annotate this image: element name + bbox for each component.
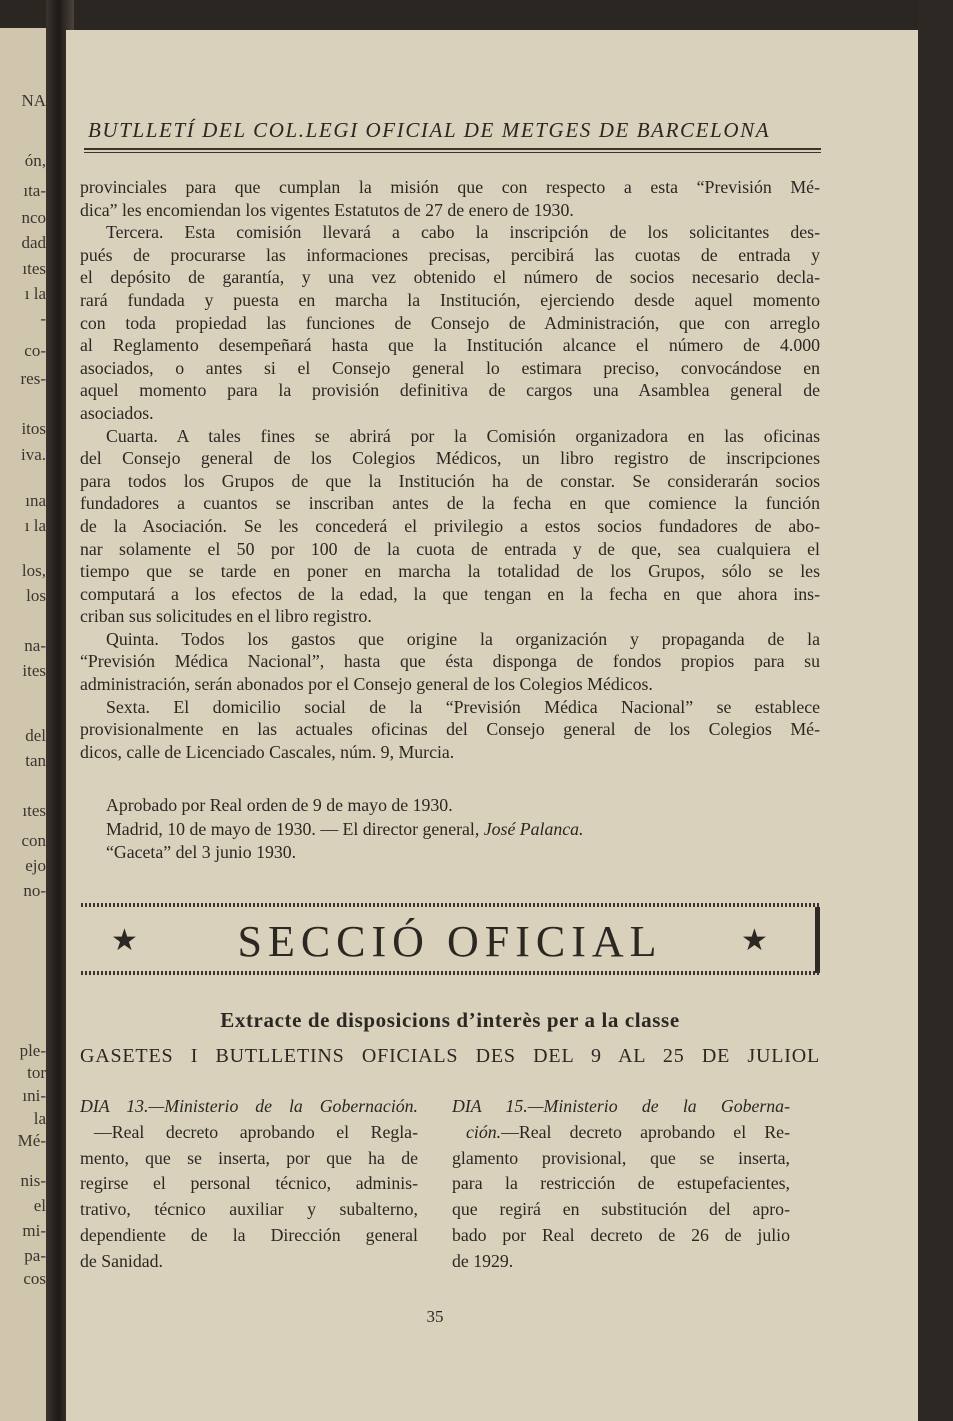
section-title: SECCIÓ OFICIAL: [237, 917, 663, 966]
body-line: “Previsión Médica Nacional”, hasta que ésta disponga de fondos propios para su: [80, 651, 820, 672]
left-page-text: los: [26, 586, 46, 605]
left-page-text: tan: [25, 751, 46, 770]
entry-line: trativo, técnico auxiliar y subalterno,: [80, 1199, 418, 1220]
banner-side-bar: [815, 907, 820, 973]
body-line: aquel momento para la provisión definitiva de cargos una Asamblea general de: [80, 380, 820, 401]
entry-line: regirse el personal técnico, adminis-: [80, 1173, 418, 1194]
left-page-text: ejo: [25, 856, 46, 875]
body-line: pués de procurarse las informaciones precisas, percibirá las cuotas de entrada y: [80, 244, 820, 265]
star-icon: ★: [741, 924, 768, 957]
left-page-text: iva.: [20, 445, 46, 464]
running-header: BUTLLETÍ DEL COL.LEGI OFICIAL DE METGES DE BARCELONA: [88, 118, 771, 142]
left-page-text: los,: [21, 561, 46, 580]
body-line: Cuarta. A tales fines se abrirá por la Comisión organizadora en las oficinas: [106, 425, 820, 446]
left-page-text: ple-: [19, 1041, 46, 1060]
entry-line: dependiente de la Dirección general: [80, 1224, 418, 1245]
body-line: para todos los Grupos de que la Institución ha de constar. Se considerarán socios: [80, 470, 820, 491]
left-page-text: co-: [24, 341, 46, 360]
left-page-text: con: [21, 831, 46, 850]
star-icon: ★: [111, 924, 138, 957]
entry-heading: DIA 15.—Ministerio de la Goberna-: [452, 1096, 790, 1116]
body-line: tiempo que se tarde en poner en marcha la totalidad de los Grupos, sólo se les: [80, 561, 820, 582]
left-page-text: na-: [24, 636, 46, 655]
page-number: 35: [426, 1307, 444, 1326]
dotted-rule: [81, 903, 819, 907]
left-page-text: NA: [21, 91, 46, 110]
left-page-text: ıta-: [23, 181, 46, 200]
body-line: dica” les encomiendan los vigentes Estatutos de 27 de enero de 1930.: [80, 199, 574, 220]
body-line: asociados, o antes si el Consejo general lo estimara preciso, convocándose en: [80, 357, 820, 378]
body-text: [80, 176, 820, 763]
header-rule: [84, 152, 821, 153]
header-rule: [84, 148, 821, 150]
entry-line: de 1929.: [452, 1250, 514, 1271]
left-page-text: dad: [21, 233, 46, 252]
entry-heading: DIA 13.—Ministerio de la Gobernación.: [80, 1096, 418, 1116]
left-page-text: ı la: [24, 284, 46, 303]
left-page-text: mi-: [22, 1221, 46, 1240]
approval-block: [106, 794, 806, 865]
director-name: José Palanca.: [483, 818, 584, 839]
body-line: nar solamente el 50 por 100 de la cuota de entrada y de que, sea cualquiera el: [80, 538, 820, 559]
left-page-text: cos: [23, 1269, 46, 1288]
left-page-text: la: [33, 1109, 46, 1128]
body-line: computará a los efectos de la edad, la que tengan en la fecha en que ahora ins-: [80, 583, 820, 604]
body-line: Quinta. Todos los gastos que origine la organización y propaganda de la: [106, 628, 820, 649]
left-page-text: res-: [20, 369, 46, 388]
body-line: el depósito de garantía, y una vez obtenido el número de socios necesario decla-: [80, 267, 820, 288]
body-line: de la Asociación. Se les concederá el privilegio a estos socios fundadores de abo-: [80, 515, 820, 536]
left-page-text: pa-: [24, 1246, 46, 1265]
left-page-text: ıni-: [22, 1086, 46, 1105]
left-page-fragment: [0, 28, 46, 1421]
entry-line: ción.—Real decreto aprobando el Re-: [466, 1121, 790, 1142]
left-page-text: nis-: [20, 1171, 46, 1190]
entry-line: de Sanidad.: [80, 1250, 163, 1271]
entry-line: para la restricción de estupefacientes,: [452, 1173, 790, 1194]
column-left: [80, 1094, 418, 1275]
left-page-text: del: [25, 726, 46, 745]
body-line: provisionalmente en las actuales oficinas del Consejo general de los Colegios Mé-: [80, 719, 820, 740]
body-line: Sexta. El domicilio social de la “Previsión Médica Nacional” se establece: [106, 696, 820, 717]
body-line: provinciales para que cumplan la misión que con respecto a esta “Previsión Mé-: [80, 177, 820, 197]
body-line: asociados.: [80, 402, 154, 423]
section-subtitle: Extracte de disposicions d’interès per a la classe: [220, 1008, 680, 1032]
column-right: [452, 1094, 790, 1275]
left-page-text: ıtes: [22, 259, 46, 278]
body-line: con toda propiedad las funciones de Consejo de Administración, que con arreglo: [80, 312, 820, 333]
right-dark-strip: [918, 0, 953, 1421]
left-page-text: no-: [23, 881, 46, 900]
left-page-text: tor: [27, 1063, 46, 1082]
left-page-text: nco: [21, 208, 46, 227]
entry-line: que regirá en substitución del apro-: [452, 1199, 790, 1220]
approval-line: Madrid, 10 de mayo de 1930. — El director general, José Palanca.: [106, 818, 584, 839]
body-line: fundadores a cuantos se inscriban antes de la fecha en que comience la función: [80, 493, 820, 514]
entry-line: —Real decreto aprobando el Regla-: [94, 1121, 418, 1142]
body-line: criban sus solicitudes en el libro registro.: [80, 606, 372, 627]
section-banner: [81, 903, 819, 975]
approval-line: Aprobado por Real orden de 9 de mayo de 1930.: [106, 795, 453, 815]
body-line: Tercera. Esta comisión llevará a cabo la inscripción de los solicitantes des-: [106, 222, 820, 243]
left-page-text: itos: [21, 419, 46, 438]
body-line: rará fundada y puesta en marcha la Institución, ejerciendo desde aquel momento: [80, 289, 820, 310]
dotted-rule: [81, 971, 819, 975]
left-page-text: ı la: [24, 516, 46, 535]
left-page-text: Mé-: [17, 1131, 46, 1150]
left-page-text: ıtes: [22, 801, 46, 820]
gazette-range: GASETES I BUTLLETINS OFICIALS DES DEL 9 AL 25 DE JULIOL: [80, 1045, 820, 1067]
left-page-text: -: [40, 309, 46, 328]
body-line: dicos, calle de Licenciado Cascales, núm. 9, Murcia.: [80, 741, 455, 762]
entry-line: bado por Real decreto de 26 de julio: [452, 1224, 790, 1245]
left-page-text: ına: [25, 491, 46, 510]
left-page-text: ón,: [24, 151, 46, 170]
body-line: al Reglamento desempeñará hasta que la Institución alcance el número de 4.000: [80, 335, 820, 356]
left-page-text: el: [33, 1196, 46, 1215]
approval-line: “Gaceta” del 3 junio 1930.: [106, 842, 297, 862]
body-line: administración, serán abonados por el Consejo general de los Colegios Médicos.: [80, 674, 653, 695]
entry-line: glamento provisional, que se inserta,: [452, 1147, 790, 1168]
body-line: del Consejo general de los Colegios Médicos, un libro registro de inscripciones: [80, 448, 820, 469]
entry-line: mento, que se inserta, por que ha de: [80, 1147, 418, 1168]
left-page-text: ites: [22, 661, 46, 680]
